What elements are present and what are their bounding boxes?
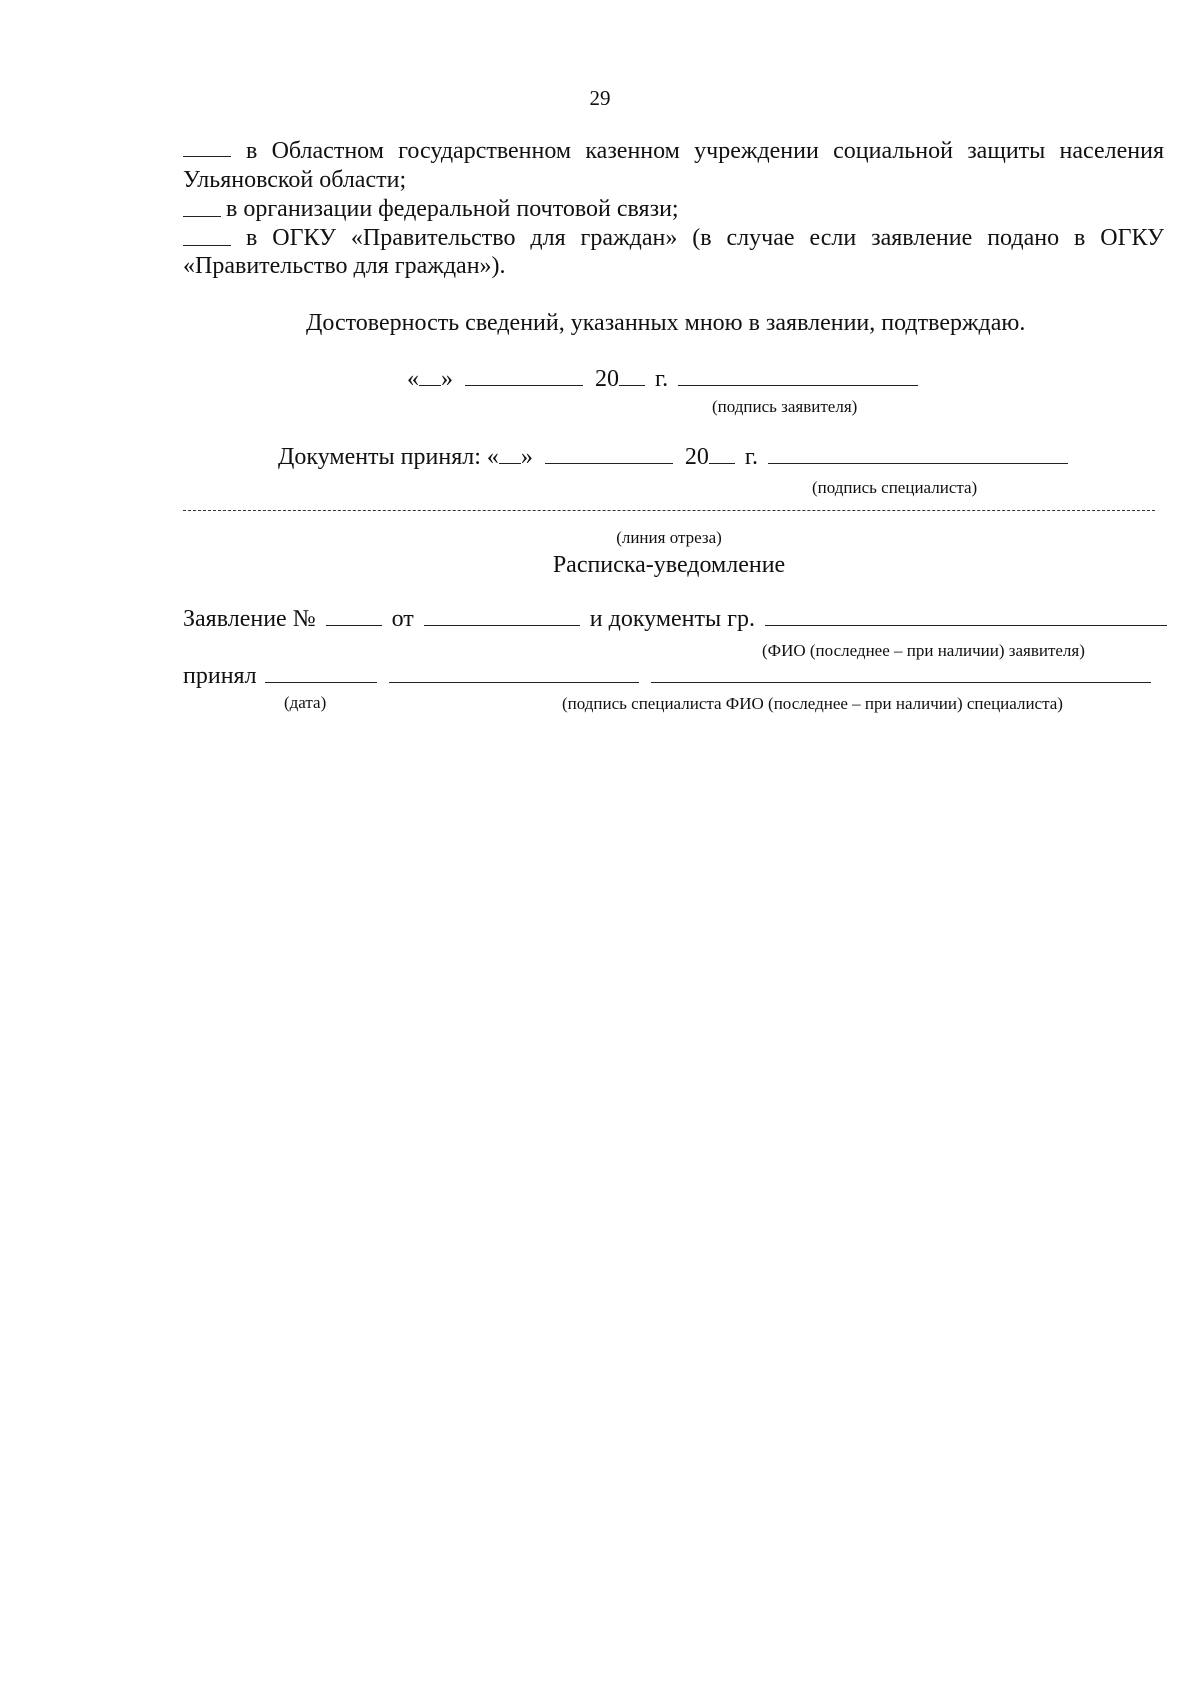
cut-line <box>183 510 1155 511</box>
applicant-fio-blank[interactable] <box>765 625 1167 626</box>
from-label: от <box>391 606 414 632</box>
confirmation-text: Достоверность сведений, указанных мною в заявлении, подтверждаю. <box>306 310 1026 336</box>
year-suffix: г. <box>655 366 669 392</box>
month-blank[interactable] <box>465 385 583 386</box>
page-number: 29 <box>589 86 611 110</box>
application-number-blank[interactable] <box>326 625 382 626</box>
specialist-signature-blank[interactable] <box>768 463 1068 464</box>
accepted-close-quote: » <box>520 444 533 470</box>
accepted-by-label: принял <box>183 663 257 689</box>
receipt-specialist-fio-blank[interactable] <box>651 682 1151 683</box>
accepted-day-blank[interactable] <box>499 463 521 464</box>
specialist-signature-caption: (подпись специалиста) <box>812 478 978 497</box>
option-2-checkbox-blank[interactable] <box>183 216 221 217</box>
receipt-signature-caption: (подпись специалиста ФИО (последнее – при наличии) специалиста) <box>562 694 1063 713</box>
receipt-date-blank[interactable] <box>265 682 377 683</box>
option-3-text-line2: «Правительство для граждан»). <box>183 253 506 279</box>
applicant-signature-caption: (подпись заявителя) <box>712 397 858 416</box>
documents-label: и документы гр. <box>589 606 755 632</box>
option-3-text-line1: в ОГКУ «Правительство для граждан» (в случае если заявление подано в ОГКУ <box>246 225 1164 251</box>
option-1-text-line1: в Областном государственном казенном учреждении социальной защиты населения <box>246 138 1164 164</box>
receipt-application-line <box>183 606 1167 633</box>
date-close-quote: » <box>441 366 453 392</box>
option-3-checkbox-blank[interactable] <box>183 245 231 246</box>
receipt-date-caption: (дата) <box>284 693 327 712</box>
option-2-text: в организации федеральной почтовой связи; <box>226 196 679 222</box>
year-prefix: 20 <box>595 366 619 392</box>
receipt-signature-blank[interactable] <box>389 682 639 683</box>
receipt-title: Расписка-уведомление <box>552 552 786 578</box>
accepted-year-blank[interactable] <box>709 463 735 464</box>
accepted-open-quote: « <box>486 444 499 470</box>
day-blank[interactable] <box>419 385 441 386</box>
option-1-text-line2: Ульяновской области; <box>183 167 407 193</box>
applicant-signature-blank[interactable] <box>678 385 918 386</box>
accepted-line <box>278 444 1068 471</box>
application-label: Заявление № <box>183 606 316 632</box>
option-1-checkbox-blank[interactable] <box>183 156 231 157</box>
accepted-year-suffix: г. <box>744 444 759 470</box>
receipt-accepted-line <box>183 663 1151 690</box>
cut-line-caption: (линия отреза) <box>616 528 722 547</box>
year-blank[interactable] <box>619 385 645 386</box>
accepted-year-prefix: 20 <box>684 444 709 470</box>
accepted-month-blank[interactable] <box>545 463 673 464</box>
accepted-label: Документы принял: <box>278 444 481 470</box>
application-date-blank[interactable] <box>424 625 580 626</box>
applicant-fio-caption: (ФИО (последнее – при наличии) заявителя) <box>762 641 1085 660</box>
date-open-quote: « <box>407 366 419 392</box>
applicant-date-line <box>407 366 918 393</box>
